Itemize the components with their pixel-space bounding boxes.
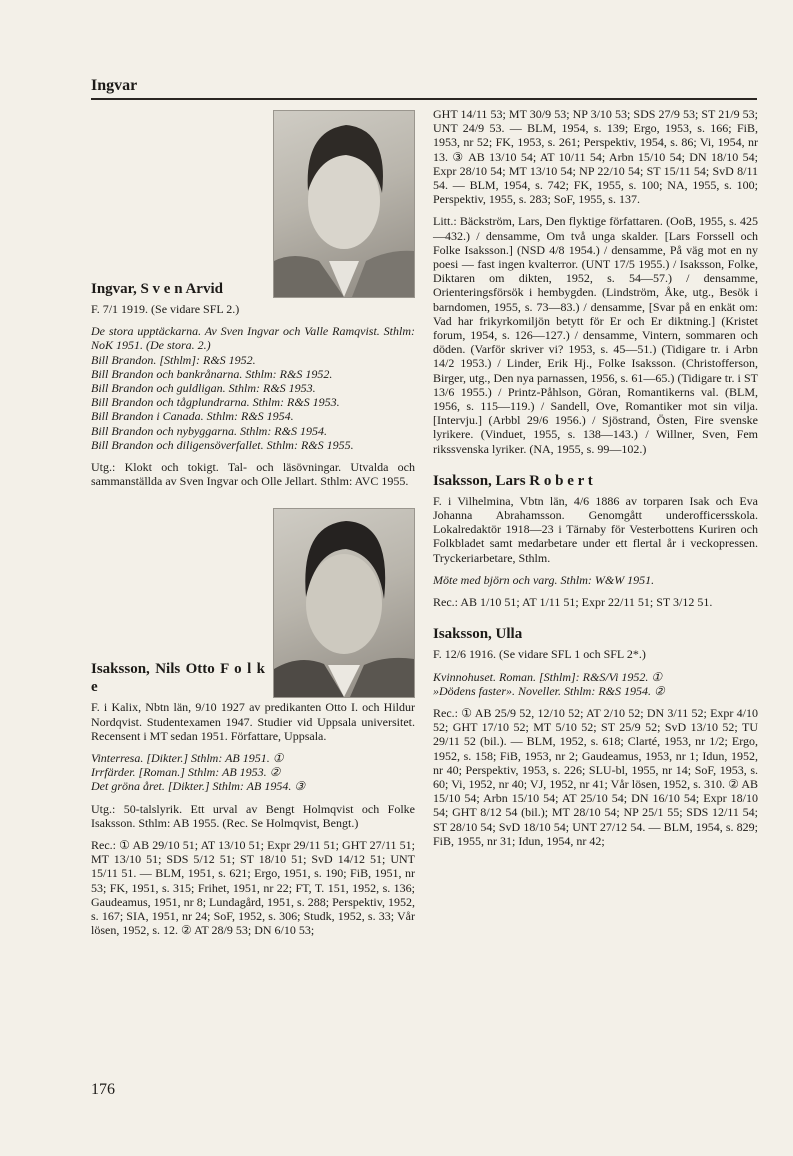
entry-name: Isaksson, Lars R o b e r t [433, 472, 593, 489]
entry-text: F. i Kalix, Nbtn län, 9/10 1927 av predikanten Otto I. och Hildur Nordqvist. Studentexamen 1947. Studier vid Uppsala universitet. Recensent i MT sedan 1951. Författare, Uppsala. [91, 700, 415, 743]
work-title: Kvinnohuset. Roman. [Sthlm]: R&S/Vi 1952. ① [433, 669, 663, 684]
work-title: De stora upptäckarna. Av Sven Ingvar och Valle Ramqvist. Sthlm: NoK 1951. (De stora. 2.) [91, 324, 415, 353]
work-title: Bill Brandon. [Sthlm]: R&S 1952. [91, 352, 256, 367]
portrait-figure-icon [274, 111, 414, 297]
literature-list: Litt.: Bäckström, Lars, Den flyktige författaren. (OoB, 1955, s. 425—432.) / densamme, Om två unga skalder. [Lars Forssell och Folke Isaksson.] (NSD 4/8 1954.) / densamme, På väg mot en ny poesi — fast ingen kvalterror. (UNT 17/5 1955.) / Isaksson, Folke, Diktaren om dikten, 1952, s. 54—57.) / densamme, Orienteringsförsök i hembygden. (Lindström, Åke, utg., Besök i barndomen, 1955, s. 73—83.) / densamme, [Svar på en enkät om: Vad har frikyrkomiljön betytt för Er och Er diktning.] (Kristet forum, 1954, s. 126—127.) / densamme, Vintern, sommaren och döden. (Varför skriver vi? 1953, s. 45—51.) (Tidigare tr. i Arbn 14/2 1953.) / Linder, Erik Hj., Folke Isaksson. (Christofferson, Birger, utg., Den nya parnassen, 1956, s. 61—65.) (Tidigare tr. i ST 13/6 1955.) / Printz-Påhlson, Göran, Romantikerns val. (BLM, 1956, s. 115—119.) / Sandell, Ove, Romantiker mot sin vilja. [Intervju.] (Arbbl 29/6 1956.) / Sjöstrand, Östen, Fire svenske lyrikere. (Vinduet, 1955, s. 138—143.) / Willner, Sven, Fem rikssvenska lyriker. (NA, 1955, s. 99—102.) [433, 214, 758, 456]
work-title: Bill Brandon och tågplundrarna. Sthlm: R&S 1953. [91, 395, 340, 410]
entry-isaksson-folke [91, 508, 415, 937]
review-list: Rec.: ① AB 29/10 51; AT 13/10 51; Expr 29/11 51; GHT 27/11 51; MT 13/10 51; SDS 5/12 51; ST 18/10 51; SvD 14/12 51; UNT 15/11 51. — BLM, 1951, s. 621; Ergo, 1951, s. 190; FiB, 1951, nr 53; FK, 1951, s. 315; Frihet, 1951, nr 22; FT, T. 151, 1952, s. 136; Gaudeamus, 1951, nr 8; Lundagård, 1951, s. 288; Perspektiv, 1952, s. 167; SIA, 1951, nr 24; SoF, 1952, s. 306; Studk, 1952, s. 33; Vår lösen, 1952, s. 12. ② AT 28/9 53; DN 6/10 53; [91, 838, 415, 938]
entry-name: Isaksson, Nils Otto F o l k e [91, 661, 265, 696]
work-title: Bill Brandon i Canada. Sthlm: R&S 1954. [91, 409, 294, 424]
work-title: Möte med björn och varg. Sthlm: W&W 1951. [433, 572, 655, 587]
entry-ingvar [91, 110, 415, 488]
work-title: Irrfärder. [Roman.] Sthlm: AB 1953. ② [91, 765, 281, 780]
work-title: Bill Brandon och nybyggarna. Sthlm: R&S 1954. [91, 423, 327, 438]
review-list: Rec.: ① AB 25/9 52, 12/10 52; AT 2/10 52; DN 3/11 52; Expr 4/10 52; GHT 17/10 52; MT 5/10 52; ST 25/9 52; SvD 13/10 52; TU 29/11 52 (bil.). — BLM, 1952, s. 618; Clarté, 1953, nr 1/2; Ergo, 1952, s. 158; FiB, 1953, nr 2; Gaudeamus, 1953, nr 1; Idun, 1952, nr 40; Perspektiv, 1953, s. 226; SLU-bl, 1955, nr 14; SoF, 1953, s. 60; Vi, 1952, nr 40; VJ, 1952, nr 41; Vår lösen, 1952, s. 310. ② AB 15/10 54; Arbn 15/10 54; AT 25/10 54; DN 16/10 54; Expr 18/10 54; GHT 8/12 54 (bil.); MT 28/10 54; NP 25/1 55; SDS 12/11 54; ST 28/10 54; SvD 18/10 54; UNT 27/12 54. — BLM, 1954, s. 829; FiB, 1955, nr 31; Idun, 1954, nr 42; [433, 705, 758, 848]
work-title: »Dödens faster». Noveller. Sthlm: R&S 1954. ② [433, 683, 665, 698]
portrait-figure-icon [274, 509, 414, 697]
portrait-photo-ingvar [273, 110, 415, 298]
work-title: Bill Brandon och diligensöverfallet. Sthlm: R&S 1955. [91, 437, 354, 452]
entry-name: Ingvar, S v e n Arvid [91, 281, 223, 297]
work-title: Bill Brandon och guldligan. Sthlm: R&S 1953. [91, 381, 316, 396]
page-number: 176 [91, 1081, 115, 1098]
work-title: Vinterresa. [Dikter.] Sthlm: AB 1951. ① [91, 751, 284, 766]
work-title: Bill Brandon och bankrånarna. Sthlm: R&S 1952. [91, 366, 333, 381]
review-list-continued: GHT 14/11 53; MT 30/9 53; NP 3/10 53; SDS 27/9 53; ST 21/9 53; UNT 24/9 53. — BLM, 1954, s. 139; Ergo, 1953, s. 166; FiB, 1953, nr 52; FK, 1953, s. 261; Perspektiv, 1954, s. 86; Vi, 1954, nr 13. ③ AB 13/10 54; AT 10/11 54; Arbn 15/10 54; DN 18/10 54; Expr 28/10 54; MT 13/10 54; NP 22/10 54; ST 15/11 54; SvD 8/11 54. — BLM, 1954, s. 742; FK, 1955, s. 100; NA, 1955, s. 100; Perspektiv, 1955, s. 283; SoF, 1955, s. 137. [433, 107, 758, 207]
left-column [91, 110, 415, 937]
running-head: Ingvar [91, 77, 138, 94]
editor-note: Utg.: 50-talslyrik. Ett urval av Bengt Holmqvist och Folke Isaksson. Sthlm: AB 1955. (Rec. Se Holmqvist, Bengt.) [91, 801, 415, 830]
entry-text: F. 7/1 1919. (Se vidare SFL 2.) [91, 302, 240, 316]
entry-name: Isaksson, Ulla [433, 626, 523, 643]
entry-text: F. 12/6 1916. (Se vidare SFL 1 och SFL 2*.) [433, 647, 646, 662]
entry-isaksson-ulla [433, 625, 758, 848]
editor-note: Utg.: Klokt och tokigt. Tal- och läsövningar. Utvalda och sammanställda av Sven Ingvar och Olle Jellart. Sthlm: AVC 1955. [91, 460, 415, 489]
review-list: Rec.: AB 1/10 51; AT 1/11 51; Expr 22/11 51; ST 3/12 51. [433, 595, 713, 610]
right-column [433, 107, 758, 848]
header-rule [91, 98, 757, 100]
portrait-photo-folke [273, 508, 415, 698]
entry-isaksson-robert [433, 472, 758, 609]
entry-text: F. i Vilhelmina, Vbtn län, 4/6 1886 av torparen Isak och Eva Johanna Abrahamsson. Genomgått underofficersskola. Lokalredaktör 1918—23 i Tärnaby för Vesterbottens Kuriren och Folkbladet samt medarbetare under ett flertal år i veckopressen. Tryckeriarbetare, Sthlm. [433, 493, 758, 565]
work-title: Det gröna året. [Dikter.] Sthlm: AB 1954. ③ [91, 779, 306, 794]
